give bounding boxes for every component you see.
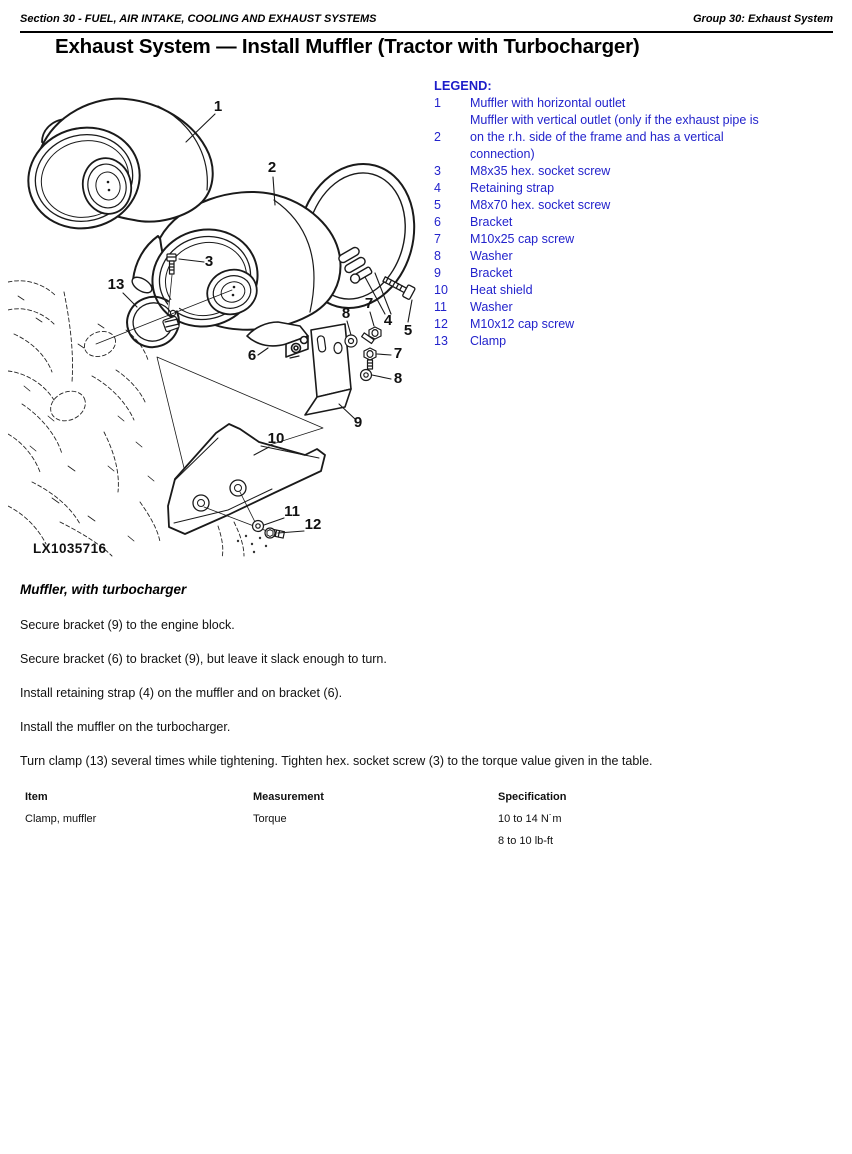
screw-7a: [362, 327, 381, 343]
instruction-paragraph: Install retaining strap (4) on the muffler and on bracket (6).: [20, 686, 343, 700]
legend-item-text: M8x35 hex. socket screw: [470, 164, 611, 178]
legend-row: [434, 95, 839, 112]
legend-row: [434, 333, 839, 350]
legend-row: [434, 163, 839, 180]
legend-item-number: 2: [434, 130, 441, 144]
callout-7a: 7: [364, 295, 374, 312]
header-section-label: Section 30 - FUEL, AIR INTAKE, COOLING AND EXHAUST SYSTEMS: [20, 13, 377, 25]
callout-13: 13: [107, 276, 125, 293]
callout-1: 1: [213, 98, 223, 115]
instruction-paragraph: Secure bracket (6) to bracket (9), but leave it slack enough to turn.: [20, 652, 387, 666]
callout-9: 9: [353, 414, 363, 431]
legend-row: [434, 129, 839, 146]
torque-spec-table: [25, 791, 818, 857]
section-heading: Muffler, with turbocharger: [20, 582, 187, 597]
legend-item-number: 8: [434, 249, 441, 263]
callout-2: 2: [267, 159, 277, 176]
exploded-view-figure: [8, 86, 432, 562]
callout-6: 6: [247, 347, 257, 364]
legend-item-text: Muffler with vertical outlet (only if the exhaust pipe is: [470, 113, 759, 127]
legend-heading: LEGEND:: [434, 78, 492, 93]
legend-item-text: Retaining strap: [470, 181, 555, 195]
legend-row: [434, 197, 839, 214]
legend-row: [434, 265, 839, 282]
table-cell-specification: 10 to 14 N˙m: [498, 813, 562, 825]
legend-item-text: M10x12 cap screw: [470, 317, 575, 331]
legend: [434, 77, 839, 350]
callout-8a: 8: [341, 305, 351, 322]
table-cell-item: Clamp, muffler: [25, 813, 97, 825]
page-title: Exhaust System — Install Muffler (Tractor with Turbocharger): [55, 35, 640, 58]
legend-item-text: Muffler with horizontal outlet: [470, 96, 626, 110]
legend-item-number: 5: [434, 198, 441, 212]
screw-7b: [364, 348, 376, 369]
legend-item-number: 3: [434, 164, 441, 178]
instructions-section: [20, 582, 825, 788]
legend-row: [434, 248, 839, 265]
table-header-specification: Specification: [498, 791, 567, 803]
legend-item-text: on the r.h. side of the frame and has a vertical: [470, 130, 724, 144]
table-cell-empty: [25, 835, 253, 857]
legend-item-number: 11: [434, 300, 447, 314]
legend-item-text: Bracket: [470, 215, 513, 229]
legend-item-number: 10: [434, 283, 448, 297]
legend-row: [434, 299, 839, 316]
callout-11: 11: [284, 503, 300, 520]
table-header-measurement: Measurement: [253, 791, 324, 803]
table-cell-specification-alt: 8 to 10 lb-ft: [498, 835, 554, 847]
legend-item-number: 12: [434, 317, 448, 331]
instruction-paragraph: Turn clamp (13) several times while tightening. Tighten hex. socket screw (3) to the torque value given in the table.: [20, 754, 653, 768]
washer-8b: [361, 370, 372, 381]
table-cell-empty: [253, 835, 498, 857]
legend-item-number: 9: [434, 266, 441, 280]
bracket-9: [305, 324, 351, 415]
callout-7b: 7: [393, 345, 403, 362]
washer-8a: [345, 335, 357, 347]
legend-item-number: 1: [434, 96, 441, 110]
legend-item-text: M10x25 cap screw: [470, 232, 575, 246]
legend-item-number: 7: [434, 232, 441, 246]
legend-item-text: Bracket: [470, 266, 513, 280]
callout-10: 10: [267, 430, 285, 447]
heat-shield: [168, 424, 325, 534]
legend-item-text: Washer: [470, 249, 513, 263]
strap-hardware: [337, 246, 372, 285]
legend-row: [434, 112, 839, 129]
legend-row: [434, 231, 839, 248]
legend-row: [434, 282, 839, 299]
callout-3: 3: [204, 253, 214, 270]
callout-5: 5: [403, 322, 413, 339]
legend-item-number: 4: [434, 181, 441, 195]
table-header-item: Item: [25, 791, 48, 803]
instruction-paragraph: Secure bracket (9) to the engine block.: [20, 618, 235, 632]
legend-row: [434, 214, 839, 231]
legend-row: [434, 180, 839, 197]
legend-item-text: M8x70 hex. socket screw: [470, 198, 611, 212]
muffler-diagram: [8, 86, 432, 562]
figure-image-code: LX1035716: [33, 541, 107, 556]
legend-row: [434, 146, 839, 163]
washer-11: [253, 521, 264, 532]
legend-item-number: [434, 146, 470, 163]
callout-4: 4: [383, 312, 393, 329]
legend-item-text: Heat shield: [470, 283, 533, 297]
legend-row: [434, 316, 839, 333]
legend-item-text: Clamp: [470, 334, 507, 348]
callout-8b: 8: [393, 370, 403, 387]
legend-item-text: Washer: [470, 300, 513, 314]
instruction-paragraph: Install the muffler on the turbocharger.: [20, 720, 231, 734]
legend-item-number: 13: [434, 334, 448, 348]
callout-12: 12: [304, 516, 322, 533]
table-cell-measurement: Torque: [253, 813, 287, 825]
legend-item-text: connection): [470, 147, 535, 161]
header-rule: [20, 31, 833, 33]
legend-item-number: 6: [434, 215, 441, 229]
header-group-label: Group 30: Exhaust System: [693, 13, 833, 25]
legend-item-number: [434, 112, 470, 129]
